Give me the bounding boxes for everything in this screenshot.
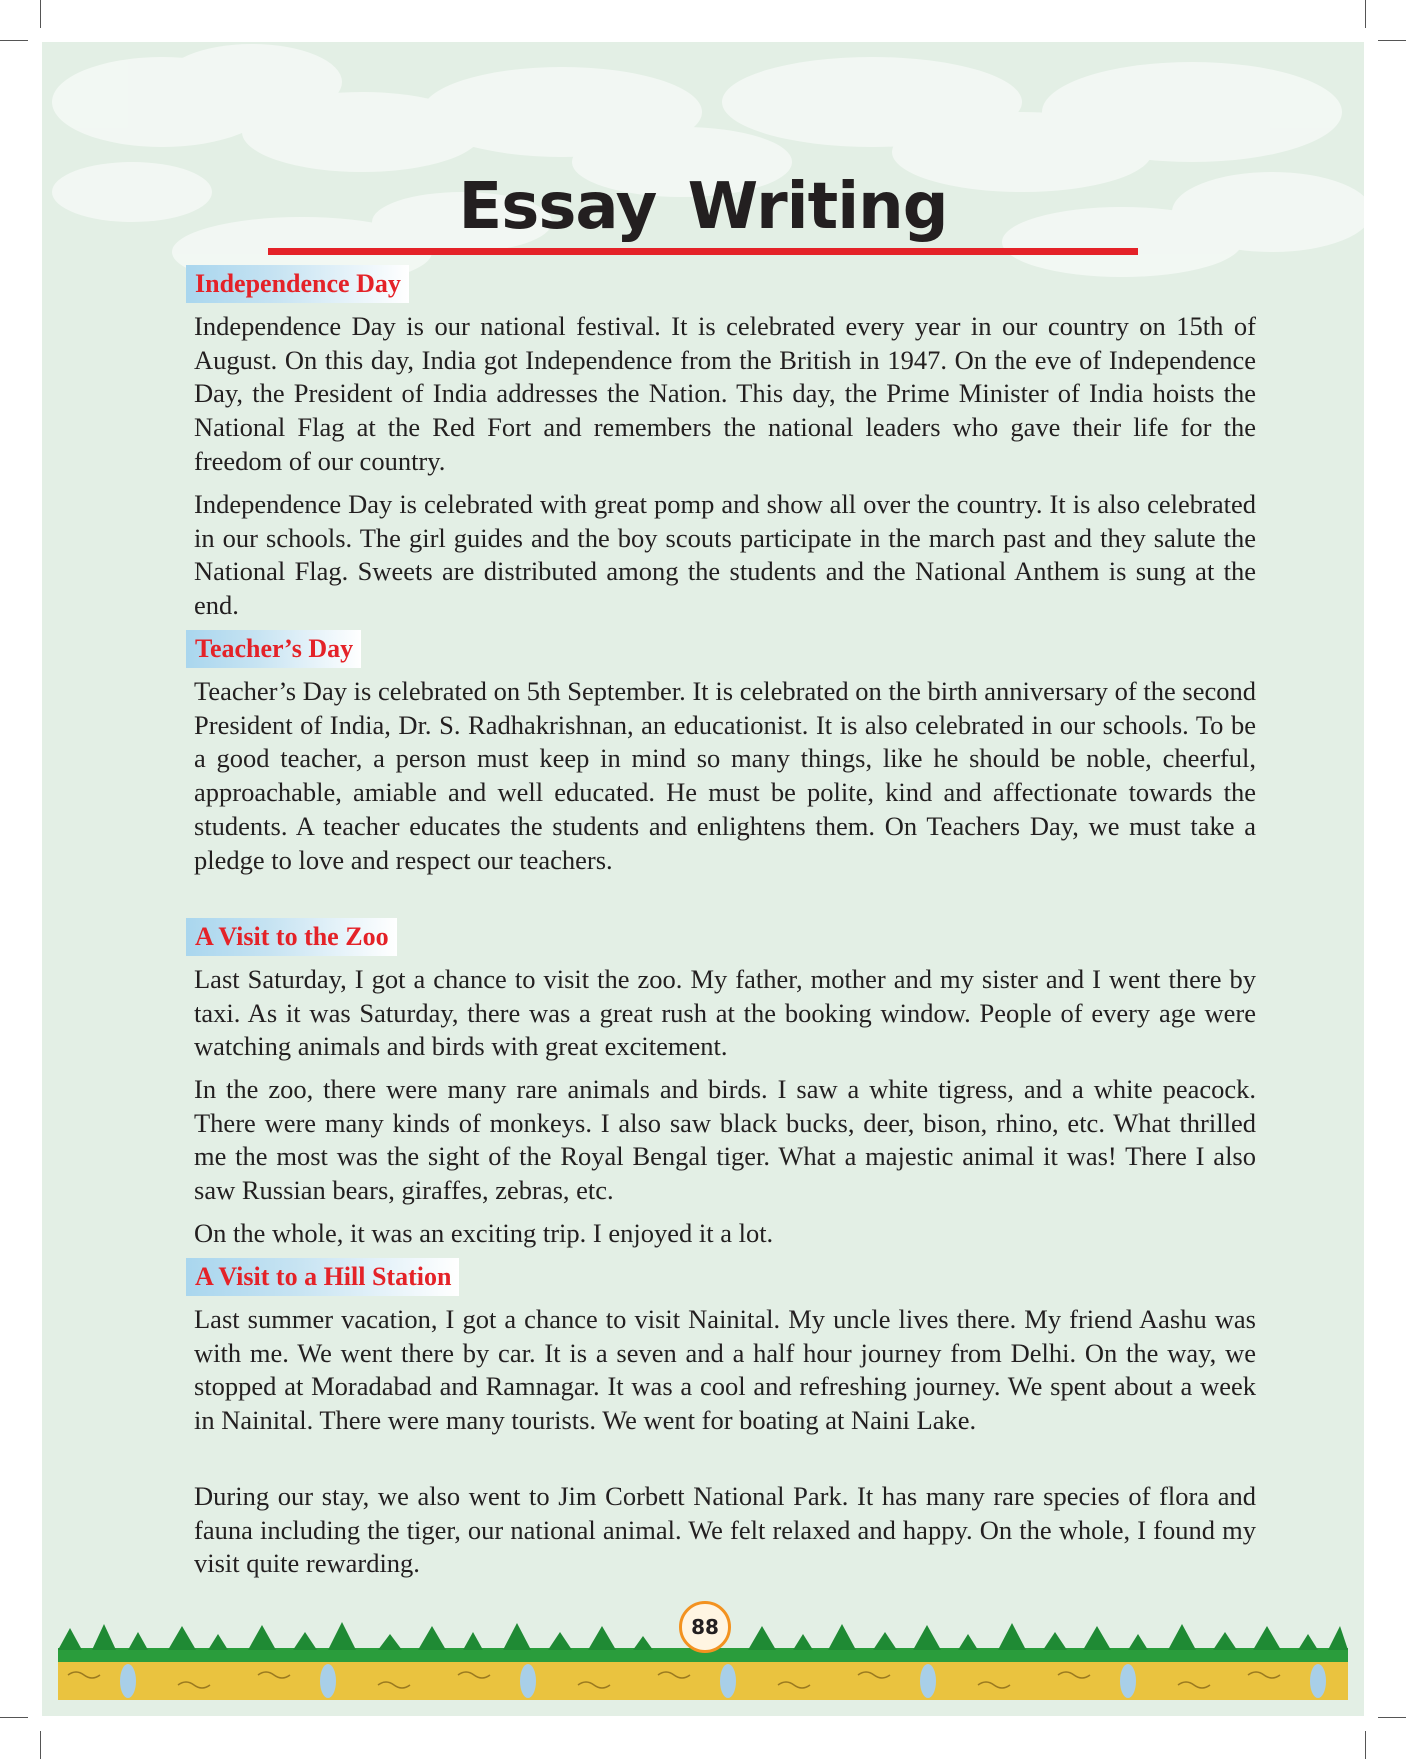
title-underline [268,248,1138,255]
paragraph: During our stay, we also went to Jim Corbett National Park. It has many rare species of flora and fauna including the tiger, our national animal. We felt relaxed and happy. On the whole, I found my visit quite rewarding. [194,1481,1256,1579]
crop-mark [40,0,41,28]
crop-mark [0,40,28,41]
paragraph: Independence Day is celebrated with great pomp and show all over the country. It is also celebrated in our schools. The girl guides and the boy scouts participate in the march past and they salute the National Flag. Sweets are distributed among the students and the National Anthem is sung at the end. [194,489,1256,621]
paragraph: Last summer vacation, I got a chance to visit Nainital. My uncle lives there. My friend Aashu was with me. We went there by car. It is a seven and a half hour journey from Delhi. On the way, we stopped at Moradabad and Ramnagar. It was a cool and refreshing journey. We spent about a week in Nainital. There were many tourists. We went for boating at Naini Lake. [194,1304,1256,1436]
paragraph: Independence Day is our national festival. It is celebrated every year in our country on 15th of August. On this day, India got Independence from the British in 1947. On the eve of Independence Day, the President of India addresses the Nation. This day, the Prime Minister of India hoists the National Flag at the Red Fort and remembers the national leaders who gave their life for the freedom of our country. [194,311,1256,476]
paragraph: Last Saturday, I got a chance to visit the zoo. My father, mother and my sister and I went there by taxi. As it was Saturday, there was a great rush at the booking window. People of every age were watching animals and birds with great excitement. [194,964,1256,1062]
crop-mark [0,1717,28,1718]
crop-mark [40,1731,41,1759]
crop-mark [1378,1717,1406,1718]
section-heading: A Visit to the Zoo [186,918,397,956]
crop-mark [1365,1731,1366,1759]
page-number: 88 [679,1601,731,1653]
crop-mark [1365,0,1366,28]
section-heading: Independence Day [186,265,409,303]
section-heading: Teacher’s Day [186,630,361,668]
crop-mark [1378,40,1406,41]
section-heading: A Visit to a Hill Station [186,1258,459,1296]
paragraph: Teacher’s Day is celebrated on 5th September. It is celebrated on the birth anniversary of the second President of India, Dr. S. Radhakrishnan, an educationist. It is also celebrated in our schools. To be a good teacher, a person must keep in mind so many things, like he should be noble, cheerful, approachable, amiable and well educated. He must be polite, kind and affectionate towards the students. A teacher educates the students and enlightens them. On Teachers Day, we must take a pledge to love and respect our teachers. [194,676,1256,875]
page-title: Essay Writing [458,170,948,244]
paragraph: In the zoo, there were many rare animals and birds. I saw a white tigress, and a white peacock. There were many kinds of monkeys. I also saw black bucks, deer, bison, rhino, etc. What thrilled me the most was the sight of the Royal Bengal tiger. What a majestic animal it was! There I also saw Russian bears, giraffes, zebras, etc. [194,1074,1256,1206]
paragraph: On the whole, it was an exciting trip. I enjoyed it a lot. [194,1218,774,1248]
